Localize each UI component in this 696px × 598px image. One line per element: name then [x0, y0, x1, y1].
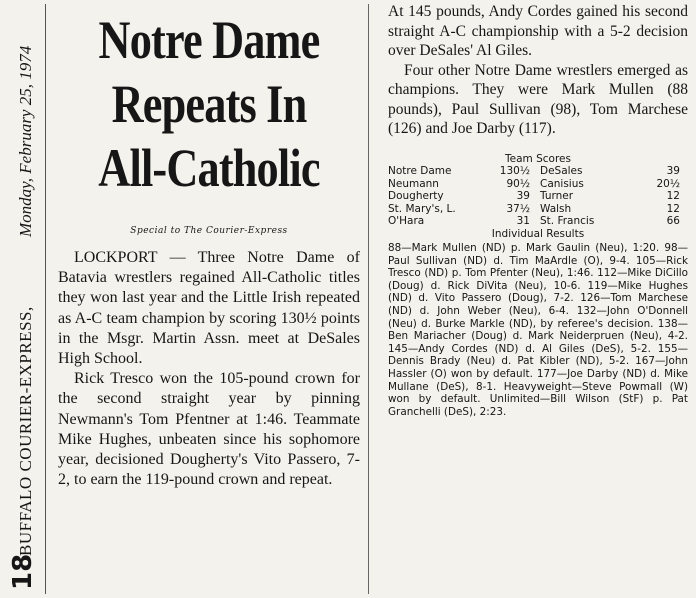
team-score: 12	[666, 190, 680, 202]
masthead-rule	[45, 4, 46, 594]
column-divider	[368, 4, 369, 594]
individual-results: 88—Mark Mullen (ND) p. Mark Gaulin (Neu), 1:20. 98—Paul Sullivan (ND) d. Tim MaArdle (O), 9-4. 105—Rick Tresco (ND) p. Tom Pfenter (Neu), 1:46. 112—Mike DiCillo (Doug) d. Rick DiVita (Neu), 10-6. 119—Mike Hughes (ND) d. Vito Passero (Doug), 7-2. 126—Tom Marchese (ND) d. John Weber (Neu), 6-4. 132—John O'Donnell (Neu) d. Burke Markle (ND), by referee's decision. 138—Ben Mariacher (Doug) d. Mark Neiderpruen (Neu), 4-2. 145—Andy Cordes (ND) d. Al Giles (DeS), 5-2. 155—Dennis Brady (Neu) d. Pat Kibler (ND), 5-2. 167—John Hassler (O) won by default. 177—Joe Darby (ND) d. Mike Mullane (DeS), 8-1. Heavyweight—Steve Powmall (W) won by default. Unlimited—Bill Wilson (StF) p. Pat Granchelli (DeS), 2:23.	[388, 242, 688, 418]
article-right-column	[388, 2, 688, 596]
score-row	[388, 178, 688, 191]
team-score: 12	[666, 202, 680, 215]
team-score: 130½	[499, 165, 530, 177]
team-score: 37½	[506, 202, 530, 215]
publication-date: Monday, February 25, 1974	[16, 45, 35, 237]
score-row	[388, 165, 688, 178]
article-left-column	[58, 4, 360, 594]
team-name: Canisius	[540, 177, 584, 190]
headline-line: Notre Dame	[98, 10, 320, 70]
headline	[85, 8, 333, 200]
individual-results-title: Individual Results	[491, 227, 585, 240]
masthead-strip	[0, 0, 46, 598]
team-name: Turner	[540, 190, 574, 202]
team-scores-table	[388, 153, 688, 419]
team-name: Neumann	[388, 177, 439, 190]
paragraph: At 145 pounds, Andy Cordes gained his second straight A-C championship with a 5-2 decision over DeSales' Al Giles.	[388, 3, 688, 59]
score-row	[388, 190, 688, 203]
newspaper-name: BUFFALO COURIER-EXPRESS,	[16, 306, 35, 556]
article-body	[58, 248, 360, 490]
team-name: St. Mary's, L.	[388, 202, 456, 215]
team-name: DeSales	[540, 165, 583, 177]
team-score: 31	[516, 215, 530, 227]
paragraph: LOCKPORT — Three Notre Dame of Batavia wrestlers regained All-Catholic titles they won last year and the Little Irish repeated as A-C team champion by scoring 130½ points in the Msgr. Martin Assn. meet at DeSales High School.	[58, 249, 360, 368]
team-score: 66	[666, 215, 680, 227]
headline-line: All-Catholic	[98, 138, 320, 198]
team-score: 39	[516, 190, 530, 202]
team-name: St. Francis	[540, 215, 595, 227]
paragraph: Rick Tresco won the 105-pound crown for the second straight year by pinning Newmann's Tom Pfentner at 1:46. Teammate Mike Hughes, unbeaten since his sophomore year, decisioned Dougherty's Vito Passero, 7-2, to earn the 119-pound crown and repeat.	[58, 370, 360, 489]
byline: Special to The Courier-Express	[130, 226, 288, 236]
team-name: Dougherty	[388, 190, 444, 202]
paragraph: Four other Notre Dame wrestlers emerged as champions. They were Mark Mullen (88 pounds), Paul Sullivan (98), Tom Marchese (126) and Joe Darby (117).	[388, 61, 688, 137]
team-name: Notre Dame	[388, 165, 452, 177]
team-scores-title: Team Scores	[505, 152, 571, 165]
team-score: 20½	[656, 177, 680, 190]
score-row	[388, 203, 688, 216]
score-row	[388, 215, 688, 228]
team-score: 90½	[506, 177, 530, 190]
team-name: Walsh	[540, 202, 572, 215]
team-name: O'Hara	[388, 215, 425, 227]
headline-line: Repeats In	[111, 74, 307, 134]
page-number: 18	[8, 553, 38, 590]
team-score: 39	[666, 165, 680, 177]
article-continuation	[388, 2, 688, 139]
